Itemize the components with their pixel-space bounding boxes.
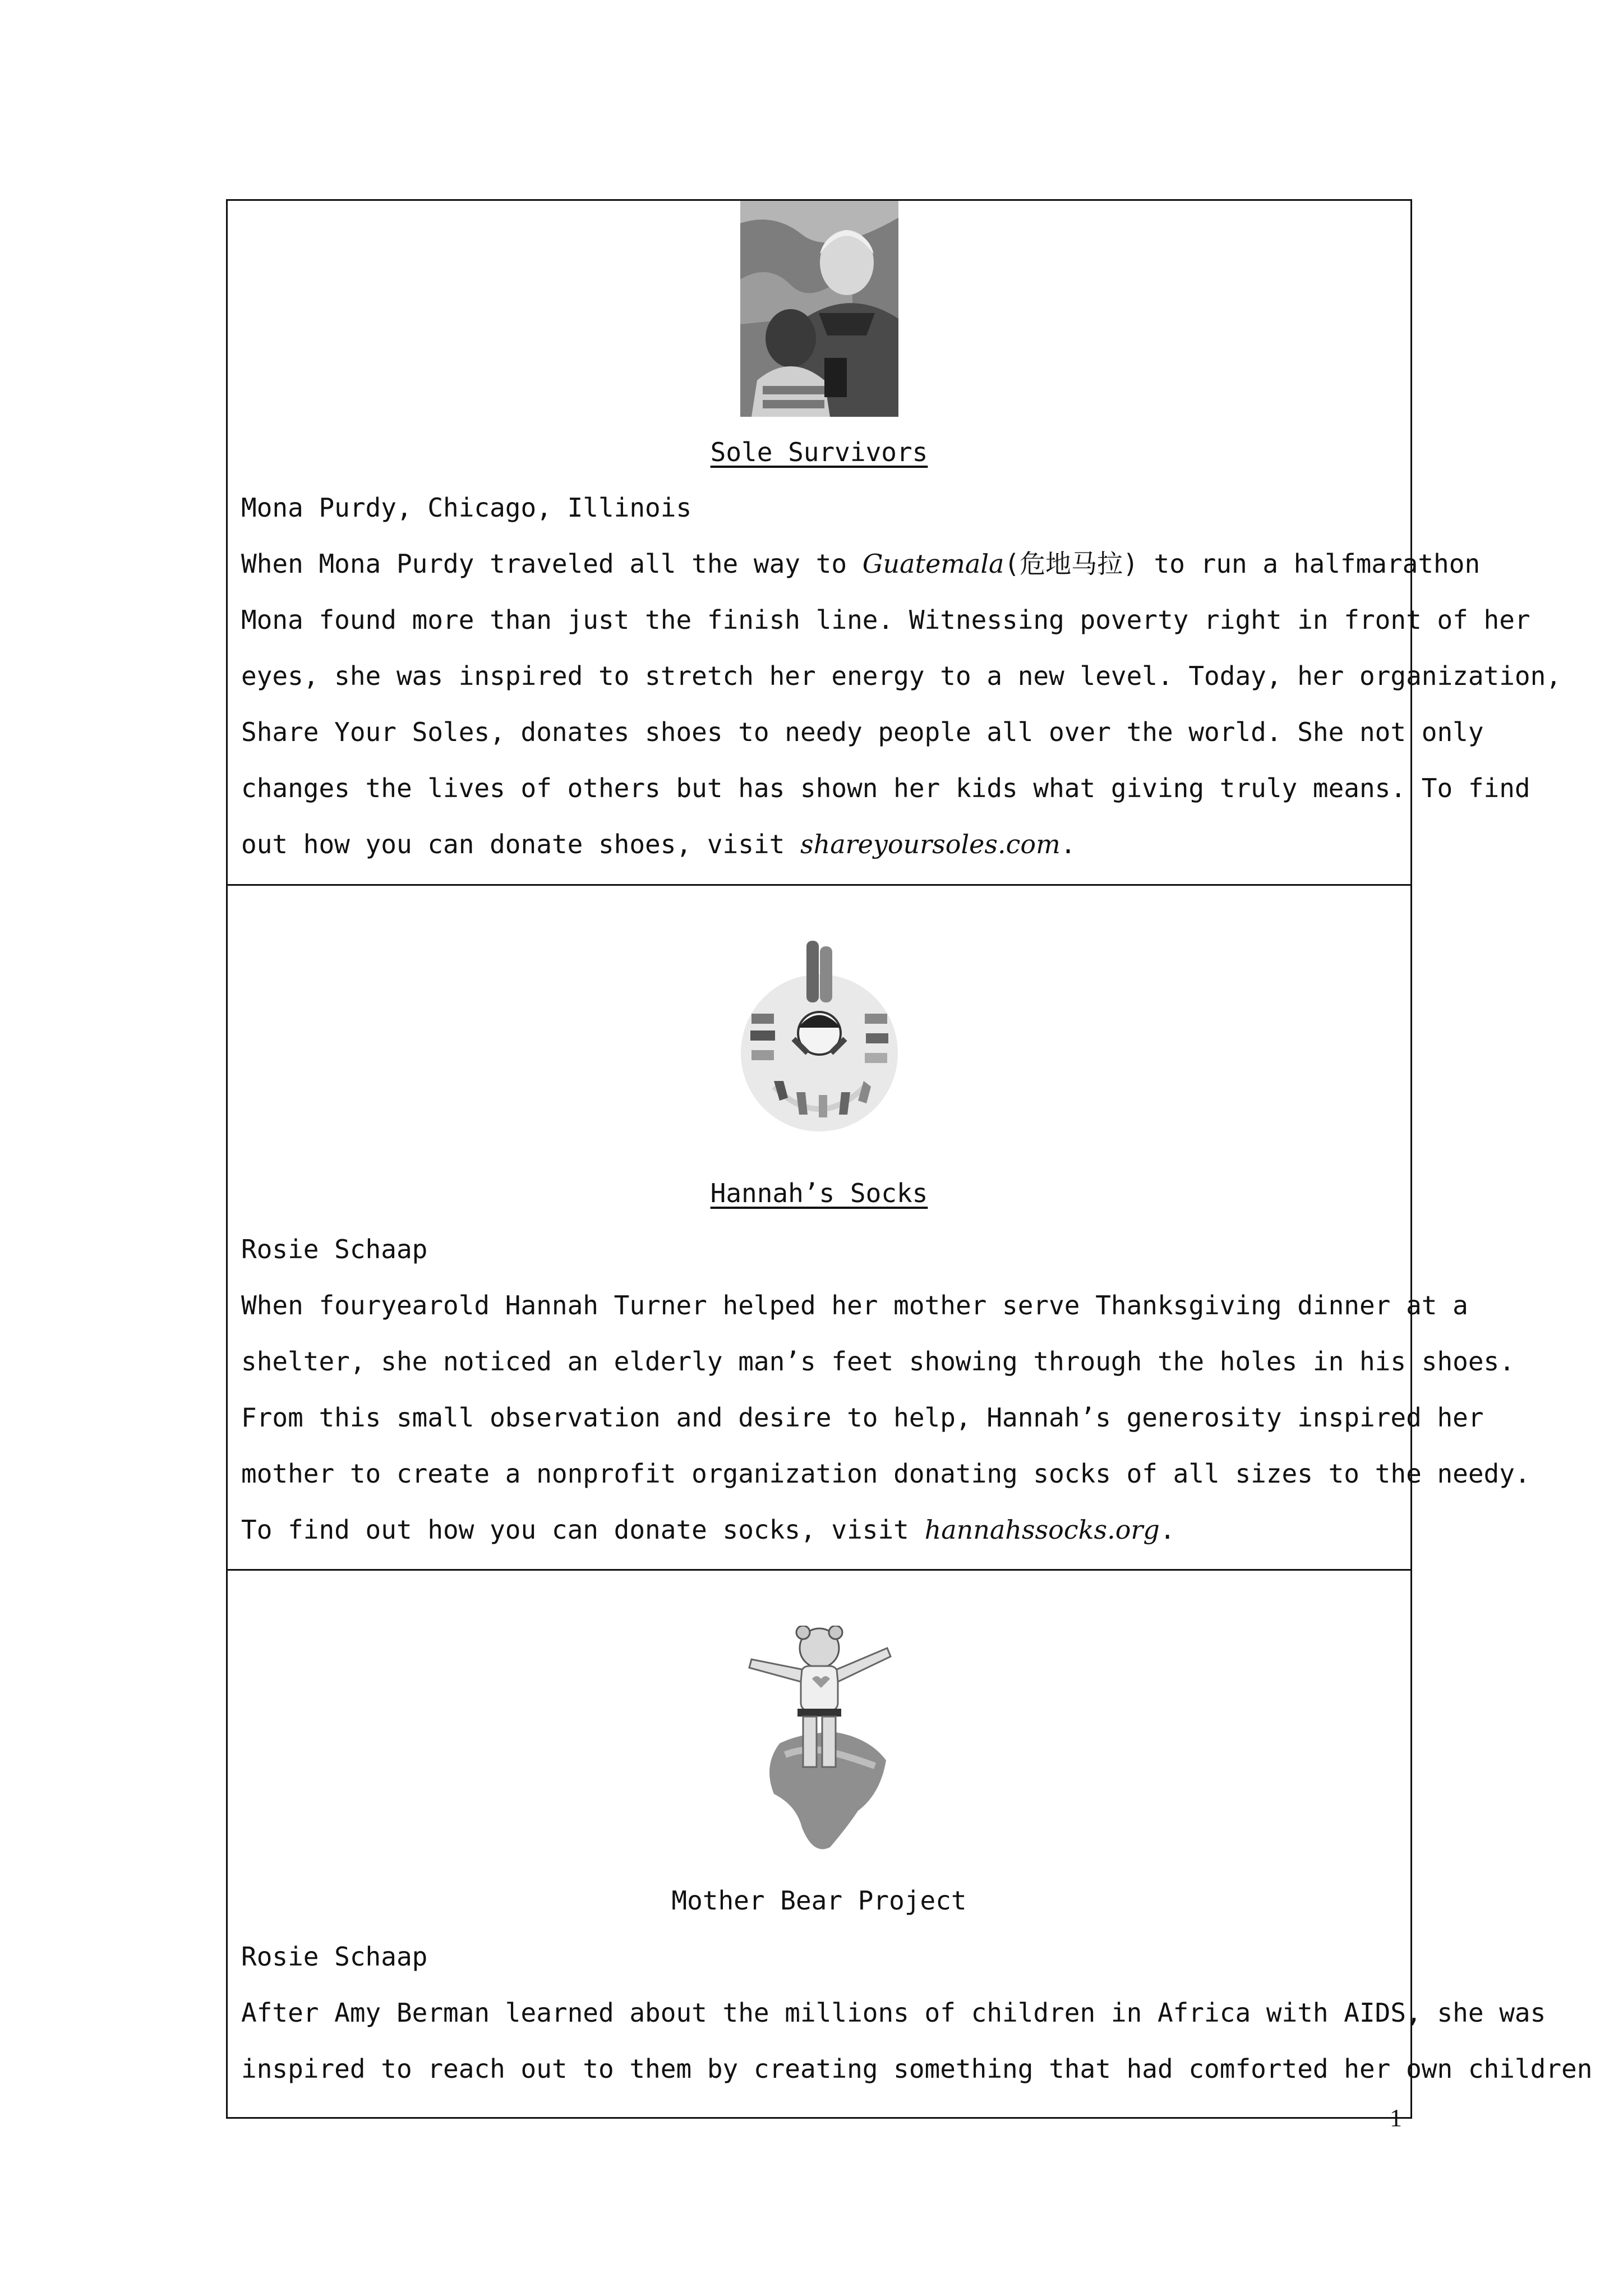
article-title: Hannah’s Socks bbox=[710, 1178, 928, 1208]
article-sole-survivors bbox=[228, 201, 1562, 886]
photo-woman-and-boy-image bbox=[740, 201, 898, 417]
article-line: From this small observation and desire to help, Hannah’s generosity inspired her bbox=[241, 1402, 1484, 1433]
article-line: When Mona Purdy traveled all the way to Guatemala(危地马拉) to run a halfmarathon bbox=[241, 549, 1481, 579]
article-byline: Mona Purdy, Chicago, Illinois bbox=[241, 493, 692, 523]
article-line: Share Your Soles, donates shoes to needy people all over the world. She not only bbox=[241, 717, 1484, 747]
article-title: Sole Survivors bbox=[710, 437, 928, 467]
article-line: mother to create a nonprofit organization donating socks of all sizes to the needy. bbox=[241, 1458, 1530, 1489]
article-line: changes the lives of others but has shown her kids what giving truly means. To find bbox=[241, 773, 1530, 803]
page-number: 1 bbox=[1390, 2104, 1402, 2132]
article-line: out how you can donate shoes, visit shareyoursoles.com. bbox=[241, 829, 1076, 859]
article-hannahs-socks bbox=[228, 886, 1530, 1571]
article-line: After Amy Berman learned about the millions of children in Africa with AIDS, she was bbox=[241, 1998, 1546, 2028]
italic-term: Guatemala bbox=[862, 549, 1004, 579]
bear-on-africa-illustration bbox=[740, 1626, 898, 1856]
article-table bbox=[226, 199, 1593, 2119]
article-byline: Rosie Schaap bbox=[241, 1941, 428, 1972]
article-line: To find out how you can donate socks, visit hannahssocks.org. bbox=[241, 1515, 1175, 1545]
article-mother-bear-project bbox=[228, 1571, 1593, 2117]
website-link-text: hannahssocks.org bbox=[924, 1515, 1160, 1545]
article-line: inspired to reach out to them by creating something that had comforted her own children bbox=[241, 2054, 1593, 2084]
article-line: eyes, she was inspired to stretch her energy to a new level. Today, her organization, bbox=[241, 661, 1562, 691]
article-title: Mother Bear Project bbox=[671, 1885, 967, 1916]
article-line: Mona found more than just the finish line. Witnessing poverty right in front of her bbox=[241, 605, 1530, 635]
website-link-text: shareyoursoles.com bbox=[800, 829, 1061, 859]
article-line: shelter, she noticed an elderly man’s feet showing through the holes in his shoes. bbox=[241, 1346, 1515, 1377]
article-line: When fouryearold Hannah Turner helped her mother serve Thanksgiving dinner at a bbox=[241, 1290, 1468, 1320]
article-byline: Rosie Schaap bbox=[241, 1234, 428, 1264]
girl-with-socks-illustration bbox=[740, 941, 898, 1149]
